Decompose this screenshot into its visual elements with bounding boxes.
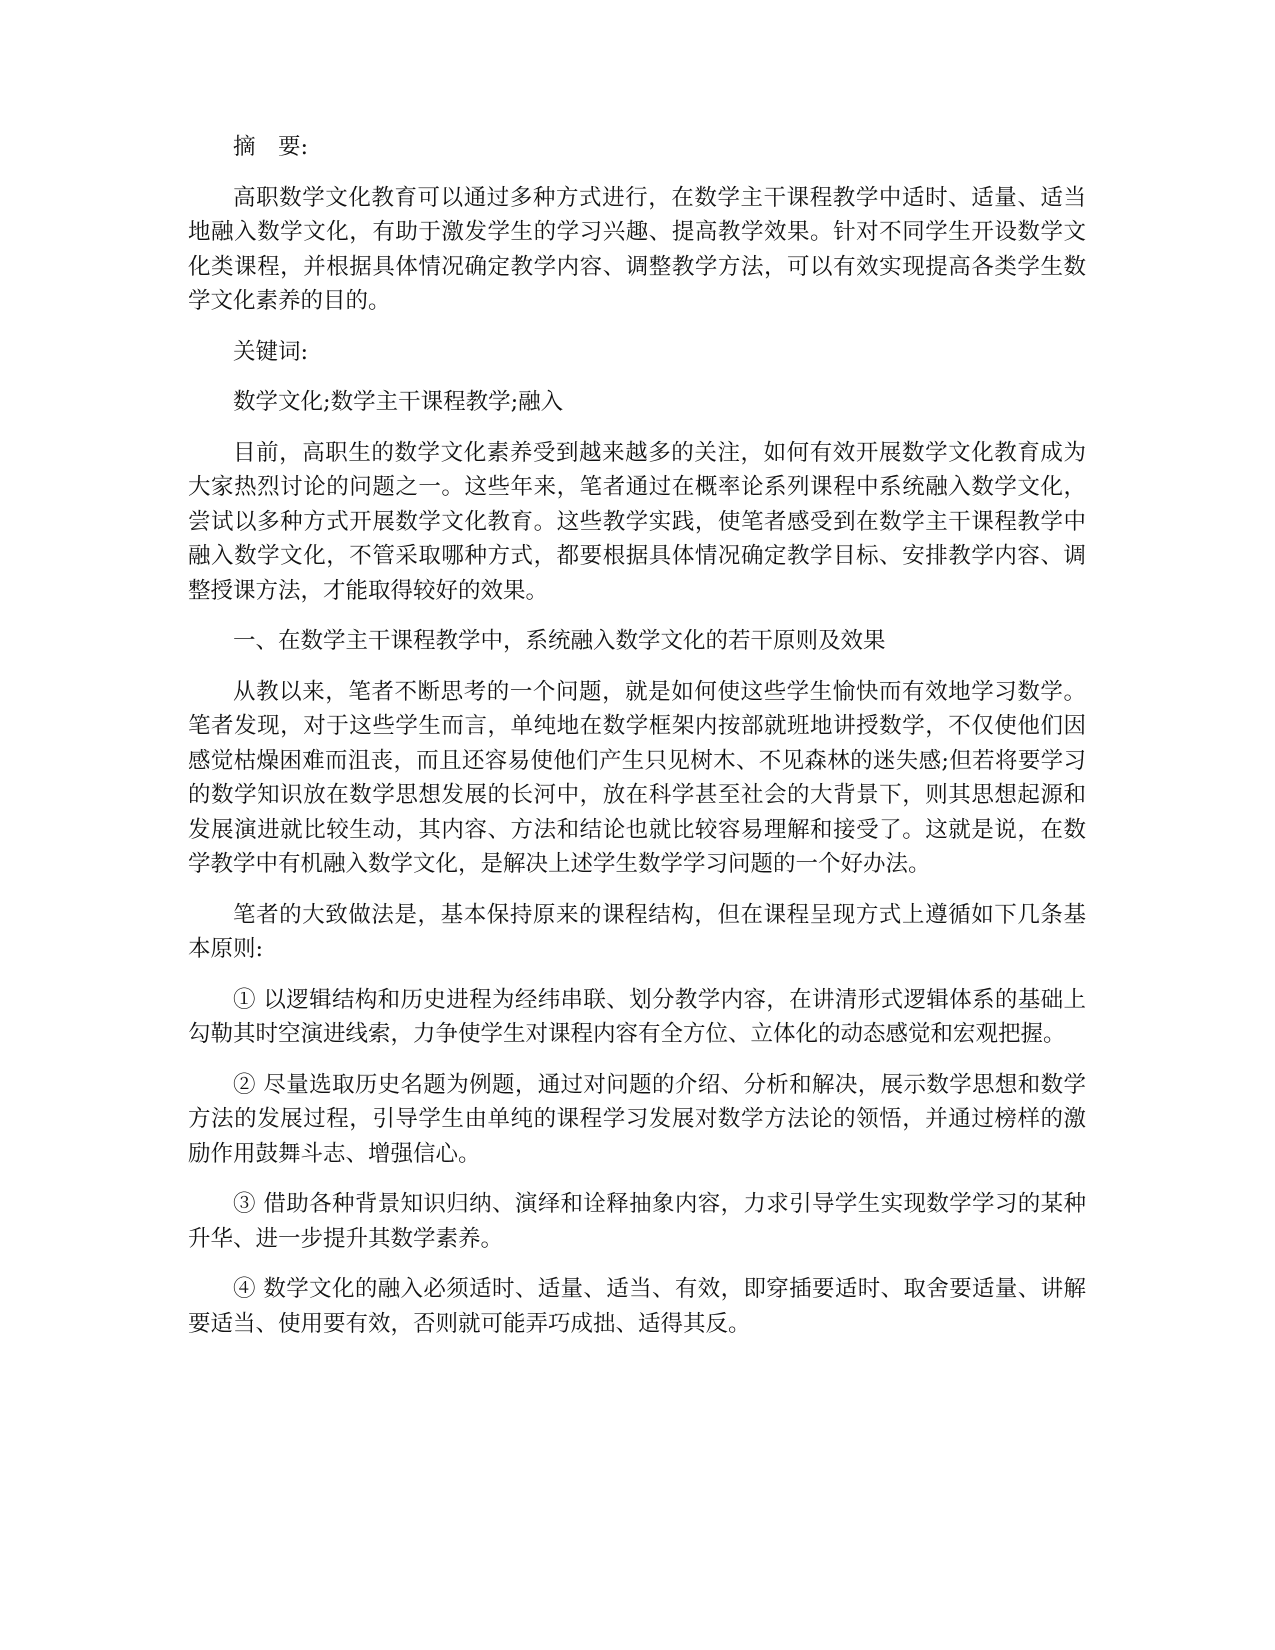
principle-item-1: ① 以逻辑结构和历史进程为经纬串联、划分教学内容，在讲清形式逻辑体系的基础上勾勒其时空演进线索，力争使学生对课程内容有全方位、立体化的动态感觉和宏观把握。 xyxy=(188,986,1086,1047)
keywords-text: 数学文化;数学主干课程教学;融入 xyxy=(233,389,564,415)
principle-item-3: ③ 借助各种背景知识归纳、演绎和诠释抽象内容，力求引导学生实现数学学习的某种升华、进一步提升其数学素养。 xyxy=(188,1191,1086,1252)
body-paragraph: 笔者的大致做法是，基本保持原来的课程结构，但在课程呈现方式上遵循如下几条基本原则: xyxy=(188,901,1086,962)
intro-paragraph: 目前，高职生的数学文化素养受到越来越多的关注，如何有效开展数学文化教育成为大家热烈讨论的问题之一。这些年来，笔者通过在概率论系列课程中系统融入数学文化，尝试以多种方式开展数学文化教育。这些教学实践，使笔者感受到在数学主干课程教学中融入数学文化，不管采取哪种方式，都要根据具体情况确定教学目标、安排教学内容、调整授课方法，才能取得较好的效果。 xyxy=(188,439,1086,604)
document-page xyxy=(188,130,1086,1357)
body-paragraph: 从教以来，笔者不断思考的一个问题，就是如何使这些学生愉快而有效地学习数学。笔者发现，对于这些学生而言，单纯地在数学框架内按部就班地讲授数学，不仅使他们因感觉枯燥困难而沮丧，而且还容易使他们产生只见树木、不见森林的迷失感;但若将要学习的数学知识放在数学思想发展的长河中，放在科学甚至社会的大背景下，则其思想起源和发展演进就比较生动，其内容、方法和结论也就比较容易理解和接受了。这就是说，在数学教学中有机融入数学文化，是解决上述学生数学学习问题的一个好办法。 xyxy=(188,678,1086,877)
abstract-text: 高职数学文化教育可以通过多种方式进行，在数学主干课程教学中适时、适量、适当地融入数学文化，有助于激发学生的学习兴趣、提高教学效果。针对不同学生开设数学文化类课程，并根据具体情况确定教学内容、调整教学方法，可以有效实现提高各类学生数学文化素养的目的。 xyxy=(188,184,1086,314)
abstract-heading: 摘 要: xyxy=(233,134,309,160)
keywords-heading: 关键词: xyxy=(233,338,309,365)
principle-item-4: ④ 数学文化的融入必须适时、适量、适当、有效，即穿插要适时、取舍要适量、讲解要适当、使用要有效，否则就可能弄巧成拙、适得其反。 xyxy=(188,1276,1086,1337)
section-heading-1: 一、在数学主干课程教学中，系统融入数学文化的若干原则及效果 xyxy=(233,628,886,654)
principle-item-2: ② 尽量选取历史名题为例题，通过对问题的介绍、分析和解决，展示数学思想和数学方法的发展过程，引导学生由单纯的课程学习发展对数学方法论的领悟，并通过榜样的激励作用鼓舞斗志、增强信心。 xyxy=(188,1071,1086,1167)
